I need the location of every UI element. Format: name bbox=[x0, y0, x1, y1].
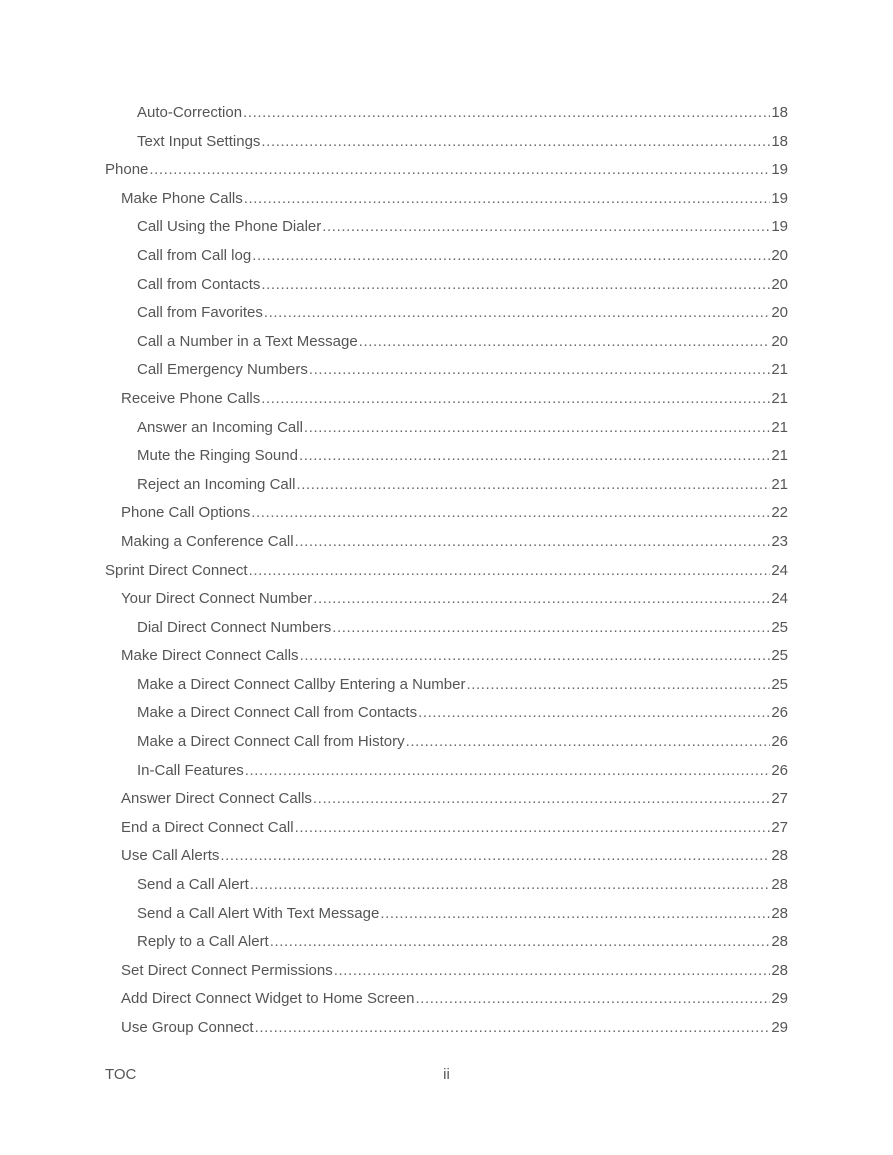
toc-entry[interactable] bbox=[105, 471, 788, 500]
toc-entry[interactable] bbox=[105, 414, 788, 443]
toc-entry-title: Send a Call Alert With Text Message bbox=[137, 904, 380, 922]
toc-entry-title: Make Direct Connect Calls bbox=[121, 647, 299, 665]
footer-section-label: TOC bbox=[105, 1066, 137, 1083]
toc-entry[interactable] bbox=[105, 156, 788, 185]
toc-entry-page: 29 bbox=[771, 990, 788, 1008]
toc-entry-title: Call a Number in a Text Message bbox=[137, 332, 358, 350]
toc-dot-leader bbox=[252, 242, 770, 271]
toc-dot-leader bbox=[304, 414, 770, 443]
toc-entry-title: Answer Direct Connect Calls bbox=[121, 790, 312, 808]
toc-entry[interactable] bbox=[105, 185, 788, 214]
toc-dot-leader bbox=[149, 156, 770, 185]
toc-entry-page: 21 bbox=[771, 447, 788, 465]
toc-entry-title: Phone Call Options bbox=[121, 504, 251, 522]
toc-dot-leader bbox=[251, 499, 770, 528]
toc-entry-title: Making a Conference Call bbox=[121, 532, 294, 550]
toc-entry[interactable] bbox=[105, 671, 788, 700]
toc-dot-leader bbox=[244, 185, 771, 214]
toc-entry-page: 18 bbox=[771, 132, 788, 150]
toc-entry-title: Sprint Direct Connect bbox=[105, 561, 248, 579]
toc-entry-page: 20 bbox=[771, 275, 788, 293]
toc-dot-leader bbox=[313, 785, 770, 814]
toc-entry-title: Phone bbox=[105, 161, 149, 179]
toc-entry-page: 19 bbox=[771, 161, 788, 179]
toc-dot-leader bbox=[245, 757, 771, 786]
toc-entry-page: 25 bbox=[771, 618, 788, 636]
toc-dot-leader bbox=[261, 128, 770, 157]
toc-dot-leader bbox=[406, 728, 771, 757]
toc-entry[interactable] bbox=[105, 356, 788, 385]
toc-entry-page: 25 bbox=[771, 675, 788, 693]
toc-entry-page: 26 bbox=[771, 761, 788, 779]
toc-entry[interactable] bbox=[105, 728, 788, 757]
toc-entry-title: Call Emergency Numbers bbox=[137, 361, 308, 379]
toc-entry-title: Mute the Ringing Sound bbox=[137, 447, 298, 465]
toc-entry-title: Make a Direct Connect Callby Entering a Number bbox=[137, 675, 466, 693]
toc-entry-page: 24 bbox=[771, 561, 788, 579]
table-of-contents bbox=[105, 99, 788, 1043]
toc-entry-page: 28 bbox=[771, 961, 788, 979]
toc-entry[interactable] bbox=[105, 328, 788, 357]
toc-entry-page: 28 bbox=[771, 876, 788, 894]
toc-entry[interactable] bbox=[105, 385, 788, 414]
toc-entry[interactable] bbox=[105, 614, 788, 643]
toc-dot-leader bbox=[295, 814, 771, 843]
toc-dot-leader bbox=[250, 871, 771, 900]
toc-entry-page: 25 bbox=[771, 647, 788, 665]
toc-entry[interactable] bbox=[105, 785, 788, 814]
toc-entry[interactable] bbox=[105, 814, 788, 843]
toc-entry[interactable] bbox=[105, 242, 788, 271]
toc-entry-title: Receive Phone Calls bbox=[121, 389, 261, 407]
toc-entry-page: 26 bbox=[771, 704, 788, 722]
toc-entry-page: 21 bbox=[771, 418, 788, 436]
toc-entry-title: Call from Favorites bbox=[137, 304, 263, 322]
toc-dot-leader bbox=[295, 528, 771, 557]
toc-entry-title: Use Group Connect bbox=[121, 1019, 254, 1036]
toc-entry[interactable] bbox=[105, 99, 788, 128]
toc-entry-page: 28 bbox=[771, 933, 788, 951]
toc-entry-page: 26 bbox=[771, 733, 788, 751]
toc-dot-leader bbox=[332, 614, 770, 643]
toc-dot-leader bbox=[334, 957, 771, 986]
toc-entry[interactable] bbox=[105, 1014, 788, 1043]
toc-entry-title: Send a Call Alert bbox=[137, 876, 249, 894]
toc-entry-page: 21 bbox=[771, 475, 788, 493]
toc-entry[interactable] bbox=[105, 213, 788, 242]
toc-entry[interactable] bbox=[105, 557, 788, 586]
toc-dot-leader bbox=[296, 471, 770, 500]
toc-entry-title: In-Call Features bbox=[137, 761, 244, 779]
toc-dot-leader bbox=[264, 299, 770, 328]
toc-dot-leader bbox=[300, 642, 771, 671]
toc-dot-leader bbox=[299, 442, 770, 471]
toc-entry-title: Call Using the Phone Dialer bbox=[137, 218, 322, 236]
toc-dot-leader bbox=[255, 1014, 771, 1043]
toc-dot-leader bbox=[313, 585, 770, 614]
toc-entry[interactable] bbox=[105, 299, 788, 328]
footer-page-number: ii bbox=[443, 1066, 450, 1083]
toc-entry-page: 29 bbox=[771, 1019, 788, 1036]
toc-dot-leader bbox=[243, 99, 770, 128]
toc-dot-leader bbox=[309, 356, 770, 385]
toc-entry[interactable] bbox=[105, 928, 788, 957]
toc-entry-title: Make Phone Calls bbox=[121, 189, 243, 207]
toc-entry-page: 23 bbox=[771, 532, 788, 550]
toc-entry-title: Answer an Incoming Call bbox=[137, 418, 303, 436]
toc-entry-title: Add Direct Connect Widget to Home Screen bbox=[121, 990, 415, 1008]
toc-entry-title: Call from Contacts bbox=[137, 275, 261, 293]
toc-dot-leader bbox=[418, 699, 770, 728]
toc-dot-leader bbox=[261, 271, 770, 300]
toc-dot-leader bbox=[249, 557, 771, 586]
toc-entry-page: 27 bbox=[771, 790, 788, 808]
toc-entry-page: 20 bbox=[771, 246, 788, 264]
toc-entry-page: 22 bbox=[771, 504, 788, 522]
toc-entry-title: End a Direct Connect Call bbox=[121, 818, 294, 836]
toc-entry-title: Set Direct Connect Permissions bbox=[121, 961, 333, 979]
toc-dot-leader bbox=[270, 928, 771, 957]
toc-entry[interactable] bbox=[105, 985, 788, 1014]
toc-entry-title: Dial Direct Connect Numbers bbox=[137, 618, 332, 636]
toc-entry[interactable] bbox=[105, 528, 788, 557]
toc-dot-leader bbox=[261, 385, 770, 414]
toc-entry-page: 20 bbox=[771, 304, 788, 322]
toc-entry-page: 19 bbox=[771, 189, 788, 207]
toc-entry[interactable] bbox=[105, 442, 788, 471]
toc-entry[interactable] bbox=[105, 757, 788, 786]
toc-entry-title: Make a Direct Connect Call from History bbox=[137, 733, 405, 751]
toc-entry-title: Reply to a Call Alert bbox=[137, 933, 269, 951]
toc-entry[interactable] bbox=[105, 900, 788, 929]
toc-entry-page: 19 bbox=[771, 218, 788, 236]
toc-dot-leader bbox=[322, 213, 770, 242]
toc-entry[interactable] bbox=[105, 128, 788, 157]
toc-dot-leader bbox=[380, 900, 770, 929]
toc-entry-title: Text Input Settings bbox=[137, 132, 261, 150]
toc-entry-page: 21 bbox=[771, 389, 788, 407]
toc-entry-page: 28 bbox=[771, 904, 788, 922]
toc-entry-page: 20 bbox=[771, 332, 788, 350]
toc-entry-page: 21 bbox=[771, 361, 788, 379]
toc-entry[interactable] bbox=[105, 699, 788, 728]
toc-dot-leader bbox=[466, 671, 770, 700]
toc-entry[interactable] bbox=[105, 842, 788, 871]
toc-entry[interactable] bbox=[105, 871, 788, 900]
toc-entry[interactable] bbox=[105, 499, 788, 528]
toc-entry[interactable] bbox=[105, 642, 788, 671]
toc-entry-title: Auto-Correction bbox=[137, 104, 243, 121]
toc-entry[interactable] bbox=[105, 271, 788, 300]
toc-entry[interactable] bbox=[105, 957, 788, 986]
toc-entry-page: 28 bbox=[771, 847, 788, 865]
toc-entry-title: Call from Call log bbox=[137, 246, 252, 264]
toc-entry[interactable] bbox=[105, 585, 788, 614]
toc-entry-title: Reject an Incoming Call bbox=[137, 475, 296, 493]
toc-entry-title: Make a Direct Connect Call from Contacts bbox=[137, 704, 418, 722]
toc-entry-page: 27 bbox=[771, 818, 788, 836]
toc-entry-page: 24 bbox=[771, 590, 788, 608]
toc-entry-title: Use Call Alerts bbox=[121, 847, 220, 865]
toc-dot-leader bbox=[415, 985, 770, 1014]
toc-entry-title: Your Direct Connect Number bbox=[121, 590, 313, 608]
toc-dot-leader bbox=[220, 842, 770, 871]
toc-entry-page: 18 bbox=[771, 104, 788, 121]
toc-dot-leader bbox=[359, 328, 771, 357]
